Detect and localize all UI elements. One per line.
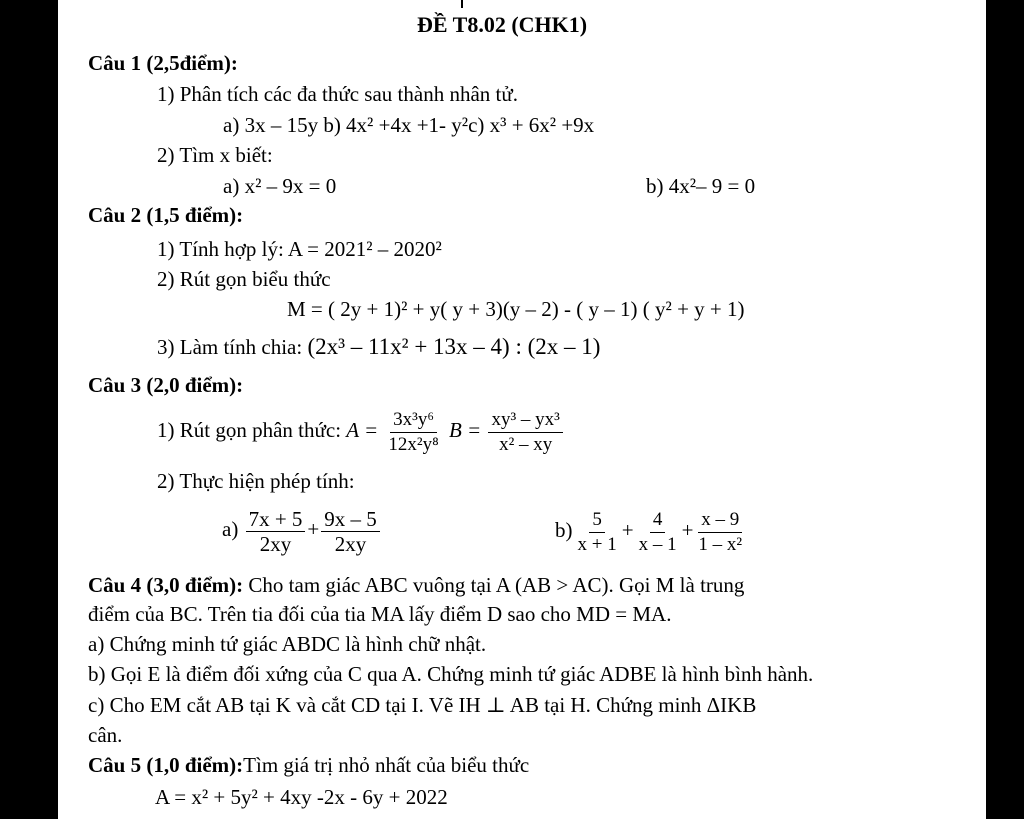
cau1-part2-b: b) 4x²– 9 = 0 (646, 174, 756, 198)
cau4-b: b) Gọi E là điểm đối xứng của C qua A. Chứng minh tứ giác ADBE là hình bình hành. (88, 662, 814, 686)
cau3-a-f2-denominator: 2xy (334, 531, 367, 556)
cau2-part3-label: 3) Làm tính chia: (157, 335, 303, 359)
page-title: ĐỀ T8.02 (CHK1) (417, 12, 588, 37)
cau4-heading: Câu 4 (3,0 điểm): (88, 573, 244, 597)
cau4-a: a) Chứng minh tứ giác ABDC là hình chữ nhật. (88, 632, 487, 656)
cau5-heading-text: Tìm giá trị nhỏ nhất của biểu thức (243, 753, 530, 777)
cau3-b-f2-numerator: 4 (650, 508, 666, 533)
cau4-c-cont: cân. (88, 723, 123, 747)
cau5-heading: Câu 5 (1,0 điểm): (88, 753, 244, 777)
cau4-line1-text: Cho tam giác ABC vuông tại A (AB > AC). Gọi M là trung (243, 573, 745, 597)
fraction-B (488, 408, 562, 457)
cau3-b-f2-denominator: x – 1 (638, 533, 677, 555)
cau3-part2: 2) Thực hiện phép tính: (157, 469, 355, 493)
cau3-b-plus-2: + (681, 518, 694, 542)
cau2-part2-expression: M = ( 2y + 1)² + y( y + 3)(y – 2) - ( y – 1) ( y² + y + 1) (287, 297, 745, 321)
cau1-part1-items: a) 3x – 15y b) 4x² +4x +1- y²c) x³ + 6x² +9x (223, 113, 595, 137)
cau3-a-f1-denominator: 2xy (259, 531, 292, 556)
cau3-a-fraction-2 (321, 507, 380, 556)
cau2-part3-expression: (2x³ – 11x² + 13x – 4) : (2x – 1) (307, 334, 601, 359)
cau3-a-f2-numerator: 9x – 5 (321, 507, 380, 532)
cau1-part2-a: a) x² – 9x = 0 (223, 174, 337, 198)
cau1-part2: 2) Tìm x biết: (157, 143, 273, 167)
cau3-b-f1-denominator: x + 1 (577, 533, 617, 555)
cau3-part2-b (555, 502, 747, 558)
cau4-c: c) Cho EM cắt AB tại K và cắt CD tại I. Vẽ IH ⊥ AB tại H. Chứng minh ΔIKB (88, 693, 757, 717)
cau3-b-fraction-2 (636, 508, 680, 557)
cau3-b-f1-numerator: 5 (589, 508, 605, 533)
cau4-line2: điểm của BC. Trên tia đối của tia MA lấy điểm D sao cho MD = MA. (88, 602, 672, 626)
cau2-heading: Câu 2 (1,5 điểm): (88, 203, 244, 227)
fraction-A (385, 408, 441, 457)
cau4-line1 (88, 572, 744, 598)
fraction-B-numerator: xy³ – yx³ (488, 408, 562, 433)
cau1-part1: 1) Phân tích các đa thức sau thành nhân tử. (157, 82, 518, 106)
cau2-part1: 1) Tính hợp lý: A = 2021² – 2020² (157, 237, 442, 261)
cau1-heading: Câu 1 (2,5điểm): (88, 51, 238, 75)
cau3-b-label: b) (555, 518, 573, 542)
cau3-b-fraction-3 (695, 508, 745, 557)
cau3-part2-a (222, 500, 382, 558)
cau3-heading: Câu 3 (2,0 điểm): (88, 373, 244, 397)
fraction-B-denominator: x² – xy (499, 433, 553, 455)
cau5-line (88, 752, 529, 778)
cau5-expression: A = x² + 5y² + 4xy -2x - 6y + 2022 (155, 785, 448, 809)
cau3-a-label: a) (222, 517, 239, 541)
fraction-A-label: A = (346, 418, 379, 442)
top-tick-mark (461, 0, 463, 8)
cau3-part1 (157, 404, 565, 457)
cau3-b-f3-denominator: 1 – x² (698, 533, 743, 555)
cau3-a-fraction-1 (246, 507, 306, 556)
cau3-a-f1-numerator: 7x + 5 (246, 507, 306, 532)
fraction-B-label: B = (448, 418, 482, 442)
cau3-a-plus: + (307, 517, 320, 541)
cau3-b-fraction-1 (575, 508, 620, 557)
cau3-b-f3-numerator: x – 9 (698, 508, 742, 533)
cau3-b-plus-1: + (621, 518, 634, 542)
cau3-part1-label: 1) Rút gọn phân thức: (157, 418, 342, 442)
fraction-A-denominator: 12x²y⁸ (388, 433, 439, 455)
cau2-part2: 2) Rút gọn biểu thức (157, 267, 331, 291)
fraction-A-numerator: 3x³y⁶ (390, 408, 437, 433)
cau2-part3 (157, 334, 600, 360)
